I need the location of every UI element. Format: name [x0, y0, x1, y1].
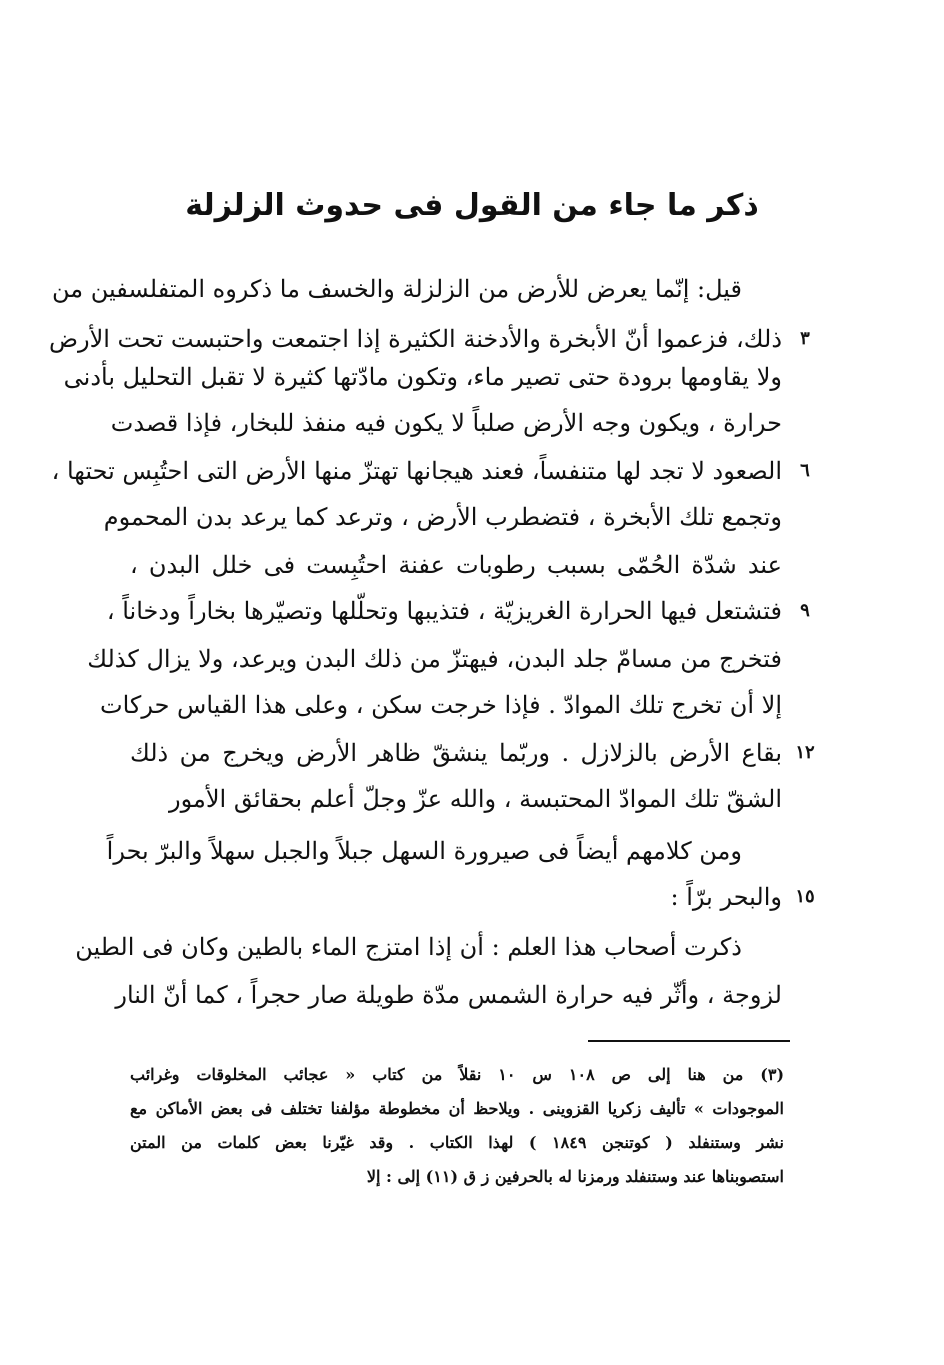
- line-number: ١٥: [795, 886, 815, 907]
- text-line: حرارة ، ويكون وجه الأرض صلباً لا يكون فيه منفذ للبخار، فإذا قصدت: [110, 409, 782, 437]
- text-line: وتجمع تلك الأبخرة ، فتضطرب الأرض ، وترعد كما يرعد بدن المحموم: [103, 503, 782, 531]
- text-line: فتشتعل فيها الحرارة الغريزيّة ، فتذيبها وتحلّلها وتصيّرها بخاراً ودخاناً ،: [106, 597, 782, 625]
- text-line: لزوجة ، وأثّر فيه حرارة الشمس مدّة طويلة صار حجراً ، كما أنّ النار: [115, 981, 782, 1009]
- text-line: فتخرج من مسامّ جلد البدن، فيهتزّ من ذلك البدن ويرعد، ولا يزال كذلك: [87, 645, 782, 673]
- footnote-line: الموجودات » تأليف زكريا القزوينى . ويلاحظ أن مخطوطة مؤلفنا تختلف فى بعض الأماكن مع: [130, 1099, 784, 1118]
- footnote-line: استصوبناها عند وستنفلد ورمزنا له بالحرفين ز ق (١١) إلى : إلا: [366, 1167, 784, 1186]
- text-line: والبحر برّاً :: [670, 883, 782, 911]
- section-title: ذكر ما جاء من القول فى حدوث الزلزلة: [185, 188, 759, 223]
- text-line: إلا أن تخرج تلك الموادّ . فإذا خرجت سكن ، وعلى هذا القياس حركات: [100, 691, 782, 719]
- footnote-line: نشر وستنفلد ( كوتنجن ١٨٤٩ ) لهذا الكتاب . وقد غيّرنا بعض كلمات من المتن: [130, 1133, 784, 1152]
- text-line: الصعود لا تجد لها متنفساً، فعند هيجانها تهتزّ منها الأرض التى احتُبِس تحتها ،: [51, 457, 782, 485]
- footnote-line: (٣) من هنا إلى ص ١٠٨ س ١٠ نقلاً من كتاب « عجائب المخلوقات وغرائب: [130, 1065, 785, 1084]
- text-line: ومن كلامهم أيضاً فى صيرورة السهل جبلاً والجبل سهلاً والبرّ بحراً: [106, 837, 742, 865]
- text-line: ولا يقاومها برودة حتى تصير ماء، وتكون مادّتها كثيرة لا تقبل التحليل بأدنى: [63, 363, 782, 391]
- footnote-divider: [588, 1040, 790, 1042]
- text-line: عند شدّة الحُمّى بسبب رطوبات عفنة احتُبِست فى خلل البدن ،: [130, 551, 782, 579]
- text-line: ذلك، فزعموا أنّ الأبخرة والأدخنة الكثيرة إذا اجتمعت واحتبست تحت الأرض: [48, 325, 782, 353]
- line-number: ٦: [800, 460, 810, 481]
- line-number: ٩: [800, 600, 810, 621]
- line-number: ١٢: [795, 742, 815, 763]
- text-line: الشقّ تلك الموادّ المحتبسة ، والله عزّ وجلّ أعلم بحقائق الأمور: [169, 785, 782, 813]
- text-line: قيل: إنّما يعرض للأرض من الزلزلة والخسف ما ذكروه المتفلسفين من: [51, 275, 742, 303]
- text-line: ذكرت أصحاب هذا العلم : أن إذا امتزج الماء بالطين وكان فى الطين: [75, 933, 742, 961]
- line-number: ٣: [800, 328, 810, 349]
- text-line: بقاع الأرض بالزلازل . وربّما ينشقّ ظاهر الأرض ويخرج من ذلك: [130, 739, 782, 767]
